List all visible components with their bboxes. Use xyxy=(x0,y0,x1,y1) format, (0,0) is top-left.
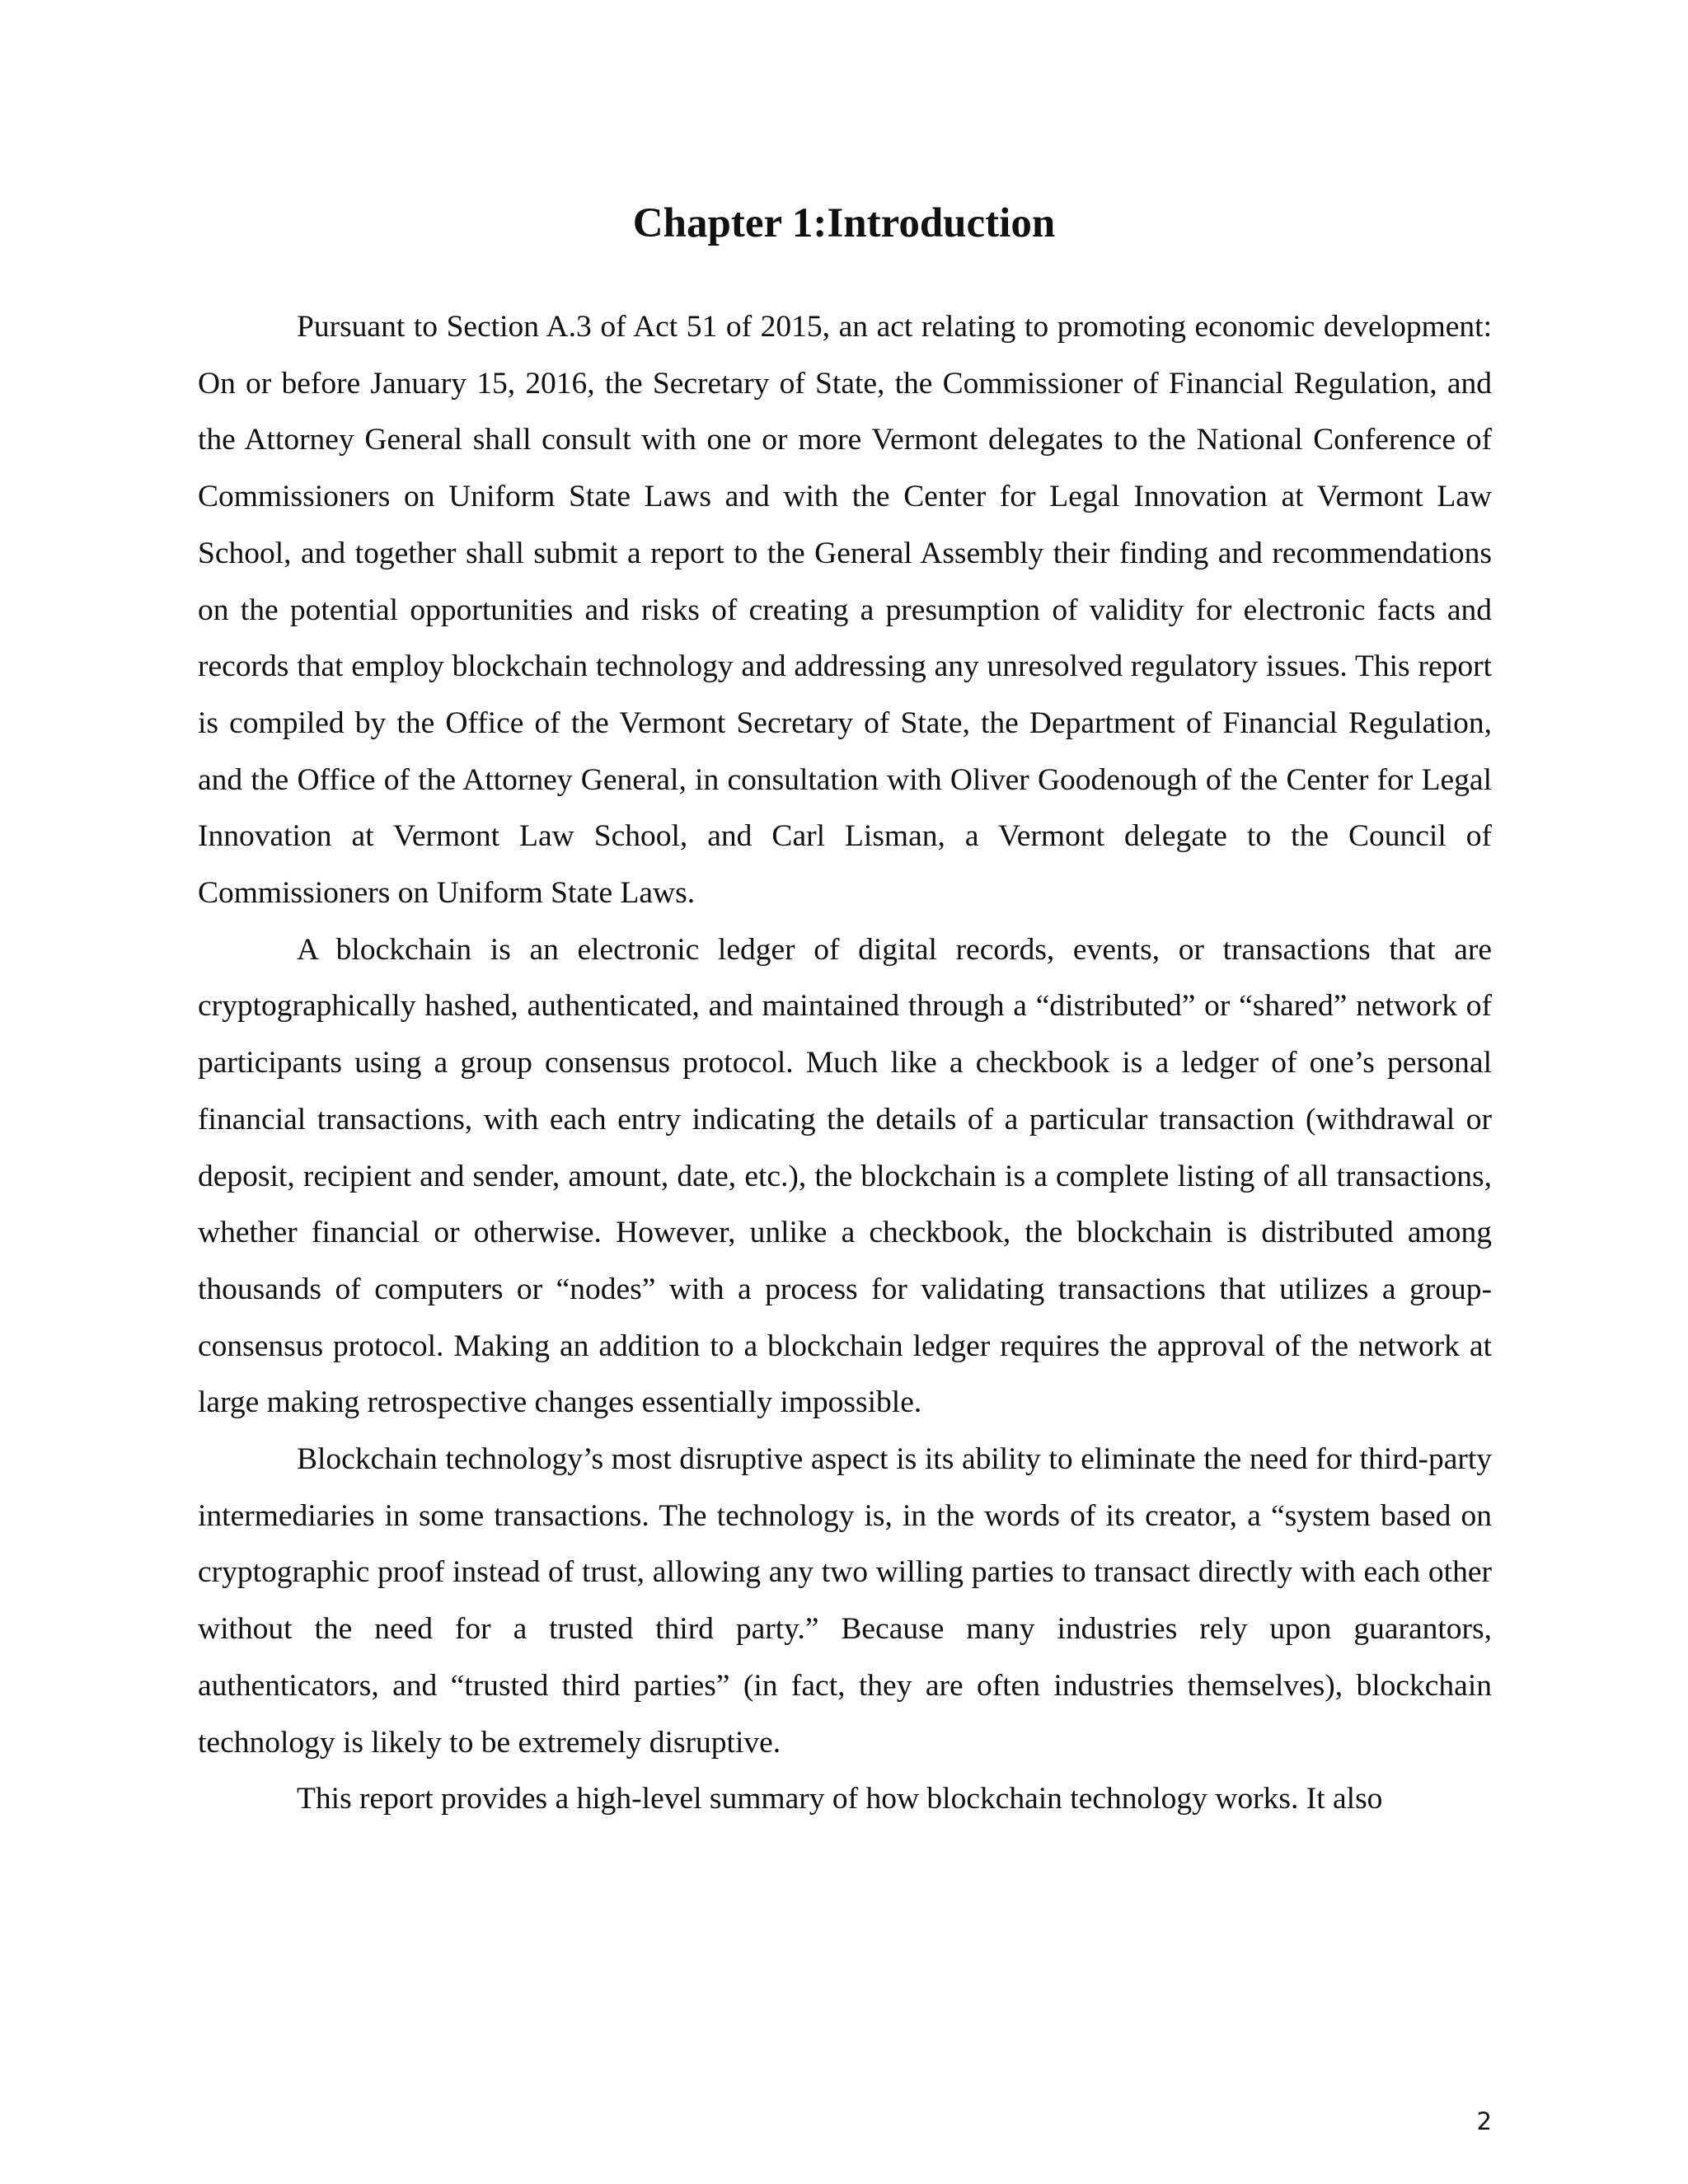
paragraph-blockchain-definition: A blockchain is an electronic ledger of digital records, events, or transactions that are cryptographically hashed, authenticated, and maintained through a “distributed” or “shared” network of participants using a group consensus protocol. Much like a checkbook is a ledger of one’s personal financial transactions, with each entry indicating the details of a particular transaction (withdrawal or deposit, recipient and sender, amount, date, etc.), the blockchain is a complete listing of all transactions, whether financial or otherwise. However, unlike a checkbook, the blockchain is distributed among thousands of computers or “nodes” with a process for validating transactions that utilizes a group-consensus protocol. Making an addition to a blockchain ledger requires the approval of the network at large making retrospective changes essentially impossible. xyxy=(198,932,1492,1420)
page-number: 2 xyxy=(1476,2107,1492,2135)
paragraph-report-summary: This report provides a high-level summary of how blockchain technology works. It also xyxy=(297,1782,1383,1816)
body-text xyxy=(198,299,1492,1828)
paragraph-act-51-mandate: Pursuant to Section A.3 of Act 51 of 2015, an act relating to promoting economic development: On or before January 15, 2016, the Secretary of State, the Commissioner of Financial Regulation, and the Attorney General shall consult with one or more Vermont delegates to the National Conference of Commissioners on Uniform State Laws and with the Center for Legal Innovation at Vermont Law School, and together shall submit a report to the General Assembly their finding and recommendations on the potential opportunities and risks of creating a presumption of validity for electronic facts and records that employ blockchain technology and addressing any unresolved regulatory issues. This report is compiled by the Office of the Vermont Secretary of State, the Department of Financial Regulation, and the Office of the Attorney General, in consultation with Oliver Goodenough of the Center for Legal Innovation at Vermont Law School, and Carl Lisman, a Vermont delegate to the Council of Commissioners on Uniform State Laws. xyxy=(198,310,1492,911)
paragraph-disruptive-aspect: Blockchain technology’s most disruptive aspect is its ability to eliminate the need for third-party intermediaries in some transactions. The technology is, in the words of its creator, a “system based on cryptographic proof instead of trust, allowing any two willing parties to transact directly with each other without the need for a trusted third party.” Because many industries rely upon guarantors, authenticators, and “trusted third parties” (in fact, they are often industries themselves), blockchain technology is likely to be extremely disruptive. xyxy=(198,1442,1492,1760)
chapter-title: Chapter 1:Introduction xyxy=(632,200,1056,246)
